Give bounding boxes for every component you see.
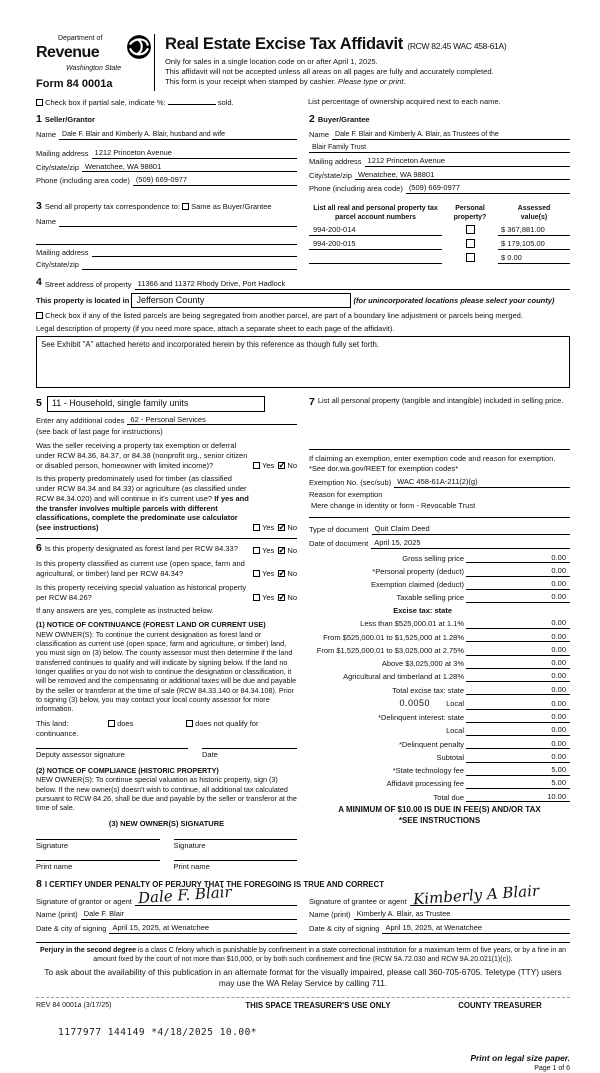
notice-continuance	[36, 620, 297, 714]
county-treasurer-label: COUNTY TREASURER	[458, 1000, 542, 1010]
exemption-question-text: Was the seller receiving a property tax exemption or deferral under RCW 84.36, 84.37, or 84.38 (nonprofit org., senior citizen or disabled person, homeowner with limited income)?	[36, 441, 248, 470]
fee-amount-tier4[interactable]: 0.00	[466, 658, 570, 669]
this-land-label: This land:	[36, 718, 69, 728]
personal-property-checkbox-2[interactable]	[466, 239, 475, 248]
fee-row	[309, 698, 570, 710]
owner-signature-line-1[interactable]: Signature	[36, 839, 160, 851]
parcel-row	[309, 253, 570, 264]
deputy-signature-line[interactable]: Deputy assessor signature	[36, 748, 188, 760]
grantee-signature-line[interactable]	[410, 881, 570, 909]
exemption-no-field[interactable]: WAC 458-61A-211(2)(g)	[394, 477, 570, 488]
street-address-label: Street address of property	[44, 279, 132, 289]
fee-row: Exemption claimed (deduct) 0.00	[309, 579, 570, 590]
title-block	[154, 34, 570, 91]
fee-amount-subtotal[interactable]: 0.00	[466, 752, 570, 763]
fee-amount-taxable[interactable]: 0.00	[466, 592, 570, 603]
segregated-label: Check box if any of the listed parcels are being segregated from another parcel, are part of a boundary line adjustment or parcels being merged.	[45, 311, 523, 321]
forest-yes-checkbox[interactable]	[253, 547, 260, 554]
street-address-field[interactable]: 11366 and 11372 Rhody Drive, Port Hadlock	[135, 279, 570, 290]
fee-amount-gross[interactable]: 0.00	[466, 553, 570, 564]
exemption-block	[309, 449, 570, 518]
seller-name-label: Name	[36, 130, 57, 140]
historical-question-text: Is this property receiving special valuation as historical property per RCW 84.26?	[36, 582, 247, 602]
exemption-yn: Yes ✓ No	[253, 461, 297, 471]
this-land-row	[36, 719, 297, 729]
alt-format-notice: To ask about the availability of this publication in an alternate format for the visually impaired, please call 360-705-6705. Teletype (TTY) users may use the WA Relay Service by calling 711.	[44, 967, 562, 988]
does-label: does	[117, 718, 134, 728]
fee-amount-personal-property[interactable]: 0.00	[466, 566, 570, 577]
notice1-body: NEW OWNER(S): To continue the current designation as forest land or classification as current use (open space, farm and agriculture, or timber) land, you must sign on (3) below. The county assessor must then determine if the land transferred continues to qualify and will indicate by signing below. If the land no longer qualifies or you do not wish to continue the designation or classification, it will be removed and the compensating or additional taxes will be due and payable by the seller or transferor at the time of sale (RCW 84.33.140 or 84.34.108). Prior to signing (3) below, you may contact your local county assessor for more information.	[36, 629, 297, 714]
fee-amount-delinquent-penalty[interactable]: 0.00	[466, 739, 570, 750]
county-dropdown[interactable]: Jefferson County	[131, 293, 351, 309]
fee-row: Total excise tax: state 0.00	[309, 685, 570, 696]
fee-row: Less than $525,000.01 at 1.1% 0.00	[309, 618, 570, 629]
fee-row: From $525,000.01 to $1,525,000 at 1.28% 0.00	[309, 632, 570, 643]
fee-amount-delinquent-interest-state[interactable]: 0.00	[466, 712, 570, 723]
owner-signature-line-2[interactable]: Signature	[174, 839, 298, 851]
fee-row: Gross selling price 0.00	[309, 553, 570, 564]
rev-number: REV 84 0001a (3/17/25)	[36, 1001, 112, 1009]
seller-section-title: Seller/Grantor	[44, 115, 95, 125]
owner-signature-row	[36, 839, 297, 851]
legal-description-label: Legal description of property (if you need more space, attach a separate sheet to each page of the affidavit).	[36, 324, 395, 334]
title-rcw: (RCW 82.45 WAC 458-61A)	[407, 41, 507, 51]
current-use-yes-checkbox[interactable]	[253, 570, 260, 577]
grantee-name-field[interactable]: Kimberly A. Blair, as Trustee	[354, 909, 570, 920]
local-rate-row: 0.0050 Local	[399, 697, 464, 708]
exemption-note: If claiming an exemption, enter exemption code and reason for exemption. *See dor.wa.gov/REET for exemption codes*	[309, 454, 556, 474]
section5-row	[36, 396, 297, 412]
assessed-value-field-1[interactable]: $ 367,881.00	[498, 225, 570, 236]
parcel-number-field-2[interactable]: 994-200-015	[309, 239, 442, 250]
cashier-stamp: 1177977 144149 *4/18/2025 10.00*	[58, 1026, 258, 1038]
dor-logo	[36, 34, 154, 91]
section3-label: Send all property tax correspondence to:	[44, 202, 180, 212]
seller-section	[36, 108, 297, 194]
parcels-header	[309, 204, 570, 222]
see-instructions-note: *SEE INSTRUCTIONS	[398, 815, 481, 825]
grantor-sig-label: Signature of grantor or agent	[36, 896, 132, 906]
fee-amount-exemption[interactable]: 0.00	[466, 579, 570, 590]
same-as-buyer-checkbox[interactable]	[182, 203, 189, 210]
fee-row: Total due 10.00	[309, 792, 570, 803]
form-number: Form 84 0001a	[36, 77, 113, 90]
dept-line: Department of	[58, 35, 103, 42]
fee-amount-total-state[interactable]: 0.00	[466, 685, 570, 696]
notice-compliance	[36, 766, 297, 813]
fee-amount-tech-fee[interactable]: 5.00	[466, 765, 570, 776]
seller-phone-field[interactable]: (509) 669-0977	[133, 175, 297, 186]
section7-label: List all personal property (tangible and intangible) included in selling price.	[317, 395, 564, 405]
fee-row: Affidavit processing fee 5.00	[309, 778, 570, 789]
fee-amount-agricultural[interactable]: 0.00	[466, 671, 570, 682]
timber-question-text: Is this property predominately used for timber (as classified under RCW 84.34 and 84.33) or agriculture (as classified under RCW 84.34.020) and will continue in it's current use? If yes and the transfer involves multiple parcels with different classifications, complete the predominate use calculator (see instructions)	[36, 474, 249, 533]
certify-heading: 8 I CERTIFY UNDER PENALTY OF PERJURY THAT THE FOREGOING IS TRUE AND CORRECT	[36, 878, 385, 891]
correspondence-csz-field[interactable]	[82, 261, 297, 270]
parcels-col1-header: List all real and personal property tax parcel account numbers	[313, 205, 438, 222]
seller-mailing-label: Mailing address	[36, 148, 89, 158]
fee-table	[309, 553, 570, 803]
parcel-number-field-3[interactable]	[309, 255, 442, 264]
buyer-phone-field[interactable]: (509) 669-0977	[406, 183, 570, 194]
doc-type-label: Type of document	[309, 525, 369, 535]
seller-phone-label: Phone (including area code)	[36, 176, 130, 186]
intro-line-3	[165, 77, 570, 87]
correspondence-mailing-field[interactable]	[92, 248, 297, 257]
section4-number: 4	[36, 276, 42, 288]
notice2-body: NEW OWNER(S): To continue special valuation as historic property, sign (3) below. If the new owner(s) doesn't wish to continue, all additional tax calculated pursuant to RCW 84.26, shall be due and payable by the seller or transferor at the time of sale.	[36, 775, 297, 813]
perjury-notice: Perjury in the second degree is a class C felony which is punishable by confinement in a state correctional institution for a maximum term of five years, or by a fine in an amount fixed by the court of not more than $10,000, or by both such confinement and fine (RCW 9A.72.030 and RCW 9A.20.021(1)(c)).	[36, 942, 570, 964]
fee-amount-delinquent-interest-local[interactable]: 0.00	[466, 725, 570, 736]
owner-printname-row	[36, 860, 297, 872]
parcels-col3-header: Assessed value(s)	[517, 205, 551, 222]
grantor-date-label: Date & city of signing	[36, 924, 107, 934]
buyer-name-field-line2[interactable]: Blair Family Trust	[309, 143, 570, 153]
grantee-sig-label: Signature of grantee or agent	[309, 896, 407, 906]
reason-field[interactable]: Mere change in identity or form - Revocable Trust	[311, 501, 476, 511]
same-as-buyer-label: Same as Buyer/Grantee	[191, 202, 272, 212]
fee-row: *State technology fee 5.00	[309, 765, 570, 776]
fee-row: Agricultural and timberland at 1.28% 0.00	[309, 671, 570, 682]
fee-row: *Personal property (deduct) 0.00	[309, 566, 570, 577]
timber-yn: Yes ✓ No	[253, 523, 297, 533]
timber-question	[36, 474, 297, 533]
parcels-table	[309, 204, 570, 270]
partial-sale-checkbox[interactable]	[36, 99, 43, 106]
forest-yn: Yes ✓ No	[253, 546, 297, 556]
parcel-number-field-1[interactable]: 994-200-014	[309, 225, 442, 236]
buyer-mailing-field[interactable]: 1212 Princeton Avenue	[365, 156, 570, 167]
fee-row: Local 0.00	[309, 725, 570, 736]
segregated-checkbox[interactable]	[36, 312, 43, 319]
current-use-no-checkbox[interactable]	[278, 570, 285, 577]
correspondence-extra-line[interactable]	[36, 236, 297, 245]
current-use-yn: Yes ✓ No	[253, 569, 297, 579]
fee-amount-tier2[interactable]: 0.00	[466, 632, 570, 643]
doc-type-field[interactable]: Quit Claim Deed	[372, 524, 570, 535]
print-note-text: Print on legal size paper.	[470, 1053, 570, 1064]
does-not-label: does not qualify for	[195, 718, 259, 728]
exemption-no-label: Exemption No. (sec/sub)	[309, 477, 392, 487]
intro-line-3-italic: Please type or print.	[338, 77, 406, 87]
fee-row: *Delinquent penalty 0.00	[309, 739, 570, 750]
notice2-title: (2) NOTICE OF COMPLIANCE (HISTORIC PROPERTY)	[36, 766, 219, 775]
personal-property-section	[309, 396, 570, 872]
minimum-due-note: A MINIMUM OF $10.00 IS DUE IN FEE(S) AND/OR TAX	[338, 805, 541, 815]
reason-label: Reason for exemption	[309, 489, 383, 499]
grantor-date-field[interactable]: April 15, 2025, at Wenatchee	[109, 923, 297, 934]
certification-section	[36, 878, 570, 934]
section7-number: 7	[309, 395, 315, 408]
forest-no-checkbox[interactable]	[278, 547, 285, 554]
timber-yes-checkbox[interactable]	[253, 524, 260, 531]
grantee-signature: Kimberly A Blair	[412, 881, 540, 909]
section6	[36, 538, 297, 872]
section3-heading	[36, 200, 297, 214]
new-owners-signature-title: (3) NEW OWNER(S) SIGNATURE	[108, 818, 225, 828]
exemption-question	[36, 441, 297, 470]
owner-printname-line-2[interactable]: Print name	[174, 860, 298, 872]
partial-sale-label: Check box if partial sale, indicate %:	[45, 98, 166, 108]
personal-property-checkbox-3[interactable]	[466, 253, 475, 262]
buyer-name-label: Name	[309, 130, 330, 140]
notice1-title: (1) NOTICE OF CONTINUANCE (FOREST LAND OR CURRENT USE)	[36, 620, 266, 630]
excise-tax-state-header: Excise tax: state	[393, 606, 452, 616]
historical-question	[36, 583, 297, 603]
assessed-value-field-2[interactable]: $ 179,105.00	[498, 239, 570, 250]
parcel-row	[309, 239, 570, 250]
section3-number: 3	[36, 200, 42, 213]
buyer-section	[309, 108, 570, 194]
intro-line-3-text: This form is your receipt when stamped by cashier.	[165, 77, 339, 87]
grantee-date-label: Date & city of signing	[309, 924, 380, 934]
seller-heading	[36, 113, 297, 127]
exemption-no-checkbox[interactable]	[278, 462, 285, 469]
owner-printname-line-1[interactable]: Print name	[36, 860, 160, 872]
buyer-mailing-label: Mailing address	[309, 156, 362, 166]
grantee-signature-block	[309, 881, 570, 934]
deputy-row	[36, 748, 297, 760]
deputy-date-line[interactable]: Date	[202, 748, 297, 760]
correspondence-csz-label: City/state/zip	[36, 260, 79, 270]
buyer-name-field[interactable]: Dale F. Blair and Kimberly A. Blair, as Trustees of the	[332, 130, 570, 140]
form-header	[36, 34, 570, 91]
partial-sale-row	[36, 97, 298, 108]
partial-sale-suffix: sold.	[217, 98, 234, 108]
exemption-yes-checkbox[interactable]	[253, 462, 260, 469]
seller-csz-field[interactable]: Wenatchee, WA 98801	[82, 162, 297, 173]
current-use-question-text: Is this property classified as current use (open space, farm and agricultural, or timber) land per RCW 84.34?	[36, 559, 245, 579]
property-address-section	[36, 276, 570, 388]
ownership-note: List percentage of ownership acquired next to each name.	[308, 97, 501, 107]
dor-swirl-icon	[126, 34, 152, 63]
assessed-value-field-3[interactable]: $ 0.00	[498, 253, 570, 264]
buyer-csz-label: City/state/zip	[309, 170, 352, 180]
buyer-csz-field[interactable]: Wenatchee, WA 98801	[355, 170, 570, 181]
footer-row	[36, 997, 570, 1011]
segregated-row	[36, 311, 570, 321]
grantor-name-field[interactable]: Dale F. Blair	[81, 909, 297, 920]
intro-line-1: Only for sales in a single location code on or after April 1, 2025.	[165, 57, 378, 67]
if-yes-note: If any answers are yes, complete as instructed below.	[36, 606, 214, 616]
use-section	[36, 396, 297, 872]
forest-question	[36, 542, 297, 556]
legal-description-box[interactable]: See Exhibit "A" attached hereto and incorporated herein by this reference as though fully set forth.	[36, 336, 570, 388]
treasurer-space-label: THIS SPACE TREASURER'S USE ONLY	[245, 1000, 391, 1010]
title-text: Real Estate Excise Tax Affidavit	[165, 35, 404, 53]
buyer-phone-label: Phone (including area code)	[309, 184, 403, 194]
historical-yes-checkbox[interactable]	[253, 594, 260, 601]
agency-name: Revenue	[36, 44, 100, 62]
does-checkbox[interactable]	[108, 720, 115, 727]
correspondence-mailing-label: Mailing address	[36, 247, 89, 257]
fee-row: From $1,525,000.01 to $3,025,000 at 2.75% 0.00	[309, 645, 570, 656]
current-use-question	[36, 559, 297, 579]
seller-section-number: 1	[36, 113, 42, 126]
see-back-note: (see back of last page for instructions)	[36, 427, 163, 437]
seller-mailing-field[interactable]: 1212 Princeton Avenue	[92, 148, 297, 159]
fee-row: Taxable selling price 0.00	[309, 592, 570, 603]
section7-heading	[309, 396, 570, 410]
fee-row: *Delinquent interest: state 0.00	[309, 712, 570, 723]
fee-amount-processing-fee[interactable]: 5.00	[466, 778, 570, 789]
intro-line-2: This affidavit will not be accepted unless all areas on all pages are fully and accurately completed.	[165, 67, 494, 77]
grantor-name-label: Name (print)	[36, 910, 78, 920]
partial-sale-percent-field[interactable]	[168, 97, 216, 105]
grantor-signature: Dale F. Blair	[137, 882, 233, 907]
page-title	[165, 34, 570, 55]
page-number: Page 1 of 6	[534, 1065, 570, 1073]
fee-amount-tier1[interactable]: 0.00	[466, 618, 570, 629]
correspondence-name-field[interactable]	[59, 218, 297, 227]
parcels-col2-header: Personal property?	[453, 205, 487, 222]
grantor-signature-line[interactable]	[135, 882, 297, 907]
additional-codes-label: Enter any additional codes	[36, 415, 125, 425]
historical-no-checkbox[interactable]	[278, 594, 285, 601]
grantee-name-label: Name (print)	[309, 910, 351, 920]
print-note	[36, 1053, 570, 1073]
state-name: Washington State	[66, 64, 122, 72]
local-rate: 0.0050	[399, 697, 431, 708]
timber-no-checkbox[interactable]	[278, 524, 285, 531]
section5-number: 5	[36, 396, 42, 409]
seller-csz-label: City/state/zip	[36, 162, 79, 172]
continuance-label: continuance.	[36, 728, 79, 738]
buyer-heading	[309, 113, 570, 127]
additional-codes-field[interactable]: 62 - Personal Services	[127, 415, 297, 426]
personal-property-list-area[interactable]	[309, 409, 570, 443]
county-note: (for unincorporated locations please select your county)	[353, 295, 555, 305]
personal-property-checkbox-1[interactable]	[466, 225, 475, 234]
county-row	[36, 293, 570, 309]
parcel-row	[309, 225, 570, 236]
correspondence-name-label: Name	[36, 216, 57, 226]
historical-yn: Yes ✓ No	[253, 593, 297, 603]
land-use-code-dropdown[interactable]: 11 - Household, single family units	[47, 396, 265, 412]
fee-amount-local[interactable]: 0.00	[466, 699, 570, 710]
tax-correspondence-section	[36, 200, 297, 270]
forest-question-text: 6 Is this property designated as forest land per RCW 84.33?	[36, 541, 238, 554]
doc-date-label: Date of document	[309, 538, 369, 548]
does-not-checkbox[interactable]	[186, 720, 193, 727]
fee-amount-tier3[interactable]: 0.00	[466, 645, 570, 656]
grantee-date-field[interactable]: April 15, 2025, at Wenatchee	[382, 923, 570, 934]
seller-name-field[interactable]: Dale F. Blair and Kimberly A. Blair, husband and wife	[59, 130, 297, 140]
fee-row: Subtotal 0.00	[309, 752, 570, 763]
buyer-section-number: 2	[309, 113, 315, 126]
buyer-section-title: Buyer/Grantee	[317, 115, 370, 125]
located-in-label: This property is located in	[36, 295, 130, 305]
intro-text	[165, 57, 570, 87]
fee-amount-total-due[interactable]: 10.00	[466, 792, 570, 803]
fee-row: Above $3,025,000 at 3% 0.00	[309, 658, 570, 669]
doc-date-field[interactable]: April 15, 2025	[371, 538, 570, 549]
